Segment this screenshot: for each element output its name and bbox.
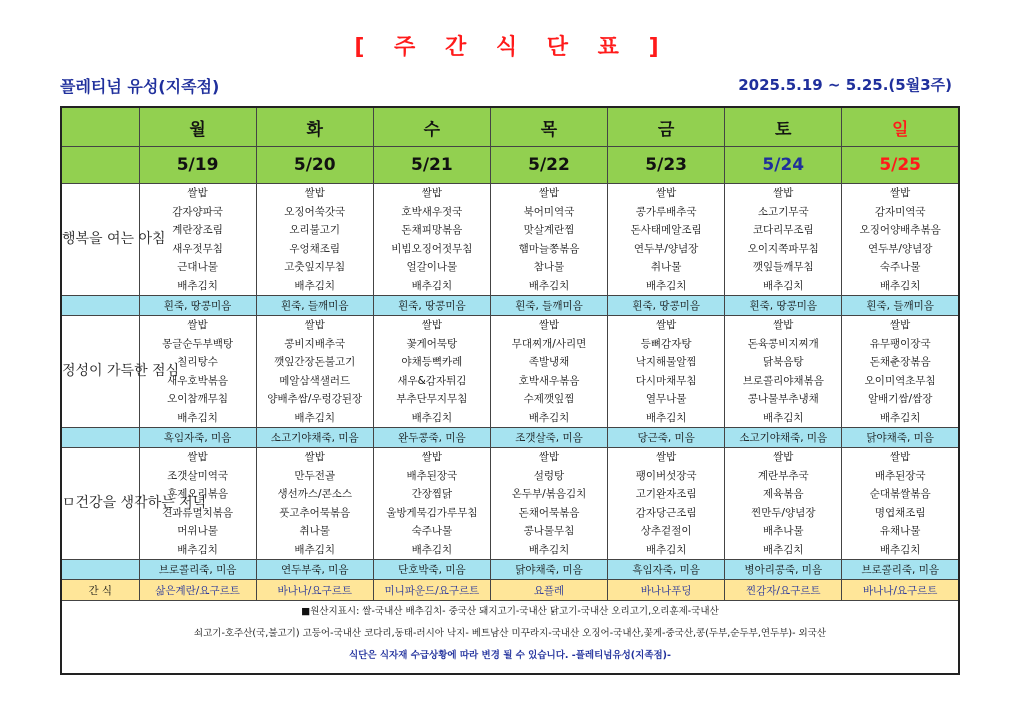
dish-cell: 오이미역초무침 [842,372,959,391]
dish-cell: 쌀밥 [256,448,373,467]
dish-cell: 부추단무지무침 [373,390,490,409]
notes-cell [61,601,959,675]
dish-cell: 참나물 [490,258,607,277]
dish-cell: 콩비지배추국 [256,335,373,354]
dish-cell: 얼갈이나물 [373,258,490,277]
day-header: 화 [256,107,373,147]
dish-cell: 콩나물부추냉채 [725,390,842,409]
porridge-cell: 당근죽, 미음 [608,428,725,448]
dish-cell: 배추김치 [608,409,725,428]
dish-cell: 오이참깨무침 [139,390,256,409]
dish-cell: 쌀밥 [608,316,725,335]
porridge-cell: 흰죽, 땅콩미음 [373,296,490,316]
snack-cell: 찐감자/요구르트 [725,580,842,601]
porridge-cell: 병아리콩죽, 미음 [725,560,842,580]
dish-cell: 쌀밥 [490,448,607,467]
breakfast-label: 행복을 여는 아침 [61,184,139,296]
dish-cell: 쌀밥 [256,316,373,335]
date-header: 5/22 [490,147,607,184]
dish-cell: 유채나물 [842,522,959,541]
dish-cell: 배추된장국 [842,467,959,486]
dish-cell: 연두부/양념장 [842,240,959,259]
dish-cell: 쌀밥 [490,316,607,335]
dish-cell: 연두부/양념장 [608,240,725,259]
dish-cell: 쌀밥 [139,316,256,335]
corner-cell [61,147,139,184]
dish-cell: 취나물 [256,522,373,541]
notes-row [61,601,959,675]
day-header: 토 [725,107,842,147]
dish-cell: 칠리탕수 [139,353,256,372]
dish-cell: 쌀밥 [842,448,959,467]
dish-cell: 설렁탕 [490,467,607,486]
dish-cell: 콩가루배추국 [608,203,725,222]
dish-cell: 쌀밥 [139,448,256,467]
menu-period: 2025.5.19 ~ 5.25.(5월3주) [738,76,952,94]
page-title: [ 주 간 식 단 표 ] [354,35,670,60]
date-header: 5/19 [139,147,256,184]
snack-row [61,580,959,601]
porridge-cell: 단호박죽, 미음 [373,560,490,580]
snack-cell: 미니파운드/요구르트 [373,580,490,601]
dish-cell: 근대나물 [139,258,256,277]
dish-cell: 쌀밥 [725,448,842,467]
dish-cell: 꽃게어묵탕 [373,335,490,354]
dish-cell: 쌀밥 [608,184,725,203]
dish-cell: 비빔오징어젓무침 [373,240,490,259]
dish-cell: 쌀밥 [373,316,490,335]
porridge-cell: 흰죽, 들깨미음 [490,296,607,316]
dinner-dish-row [61,522,959,541]
breakfast-dish-row [61,240,959,259]
lunch-dish-row [61,372,959,391]
dish-cell: 배추김치 [256,277,373,296]
lunch-dish-row [61,335,959,354]
dish-cell: 맛살계란찜 [490,221,607,240]
porridge-cell: 연두부죽, 미음 [256,560,373,580]
dish-cell: 배추김치 [842,277,959,296]
dish-cell: 배추김치 [139,277,256,296]
lunch-dish-row [61,353,959,372]
dish-cell: 온두부/볶음김치 [490,485,607,504]
lunch-dish-row [61,316,959,335]
dish-cell: 배추김치 [490,277,607,296]
dish-cell: 풋고추어묵볶음 [256,504,373,523]
porridge-label-cell [61,560,139,580]
dish-cell: 쌀밥 [608,448,725,467]
snack-cell: 삶은계란/요구르트 [139,580,256,601]
dish-cell: 고기완자조림 [608,485,725,504]
dish-cell: 배추된장국 [373,467,490,486]
breakfast-porridge-row [61,296,959,316]
dish-cell: 배추김치 [373,409,490,428]
dish-cell: 배추김치 [608,541,725,560]
porridge-cell: 흰죽, 땅콩미음 [139,296,256,316]
date-header: 5/25 [842,147,959,184]
dish-cell: 명엽채조림 [842,504,959,523]
dish-cell: 팽이버섯장국 [608,467,725,486]
dish-cell: 오징어양배추볶음 [842,221,959,240]
dish-cell: 배추김치 [842,541,959,560]
porridge-cell: 소고기야채죽, 미음 [725,428,842,448]
dish-cell: 콩나물무침 [490,522,607,541]
day-header: 금 [608,107,725,147]
dish-cell: 감자미역국 [842,203,959,222]
porridge-cell: 흰죽, 들깨미음 [842,296,959,316]
dish-cell: 제육볶음 [725,485,842,504]
date-header: 5/23 [608,147,725,184]
dish-cell: 돈사태메알조림 [608,221,725,240]
dish-cell: 낙지해물알찜 [608,353,725,372]
dish-cell: 배추나물 [725,522,842,541]
dish-cell: 수제깻잎찜 [490,390,607,409]
dish-cell: 계란부추국 [725,467,842,486]
origin-note-line-2: 쇠고기-호주산(국,불고기) 고등어-국내산 코다리,동태-러시아 낙지- 베트남산 미꾸라지-국내산 오징어-국내산,꽃게-중국산,콩(두부,순두부,연두부)- 외국산 [193,628,827,639]
snack-cell: 요플레 [490,580,607,601]
dish-cell: 배추김치 [373,277,490,296]
dish-cell: 울방게묵김가루무침 [373,504,490,523]
dinner-dish-row [61,541,959,560]
lunch-porridge-row [61,428,959,448]
date-header: 5/21 [373,147,490,184]
porridge-label-cell [61,296,139,316]
porridge-cell: 닭야채죽, 미음 [490,560,607,580]
lunch-dish-row [61,409,959,428]
dish-cell: 쌀밥 [139,184,256,203]
dish-cell: 다시마채무침 [608,372,725,391]
dish-cell: 만두전골 [256,467,373,486]
dish-cell: 배추김치 [256,409,373,428]
dish-cell: 쌀밥 [373,448,490,467]
dish-cell: 배추김치 [490,409,607,428]
dish-cell: 알배기쌈/쌈장 [842,390,959,409]
dish-cell: 쌀밥 [842,184,959,203]
dish-cell: 우엉채조림 [256,240,373,259]
dish-cell: 배추김치 [842,409,959,428]
date-header-row [61,147,959,184]
porridge-cell: 흰죽, 땅콩미음 [725,296,842,316]
dish-cell: 무대찌개/사리면 [490,335,607,354]
dish-cell: 깻잎들깨무침 [725,258,842,277]
dish-cell: 코다리무조림 [725,221,842,240]
dish-cell: 배추김치 [139,541,256,560]
dish-cell: 머위나물 [139,522,256,541]
dish-cell: 간장찜닭 [373,485,490,504]
dish-cell: 양배추쌈/우렁강된장 [256,390,373,409]
dish-cell: 메알삼색샐러드 [256,372,373,391]
date-header: 5/20 [256,147,373,184]
snack-cell: 바나나/요구르트 [256,580,373,601]
dish-cell: 호박새우젓국 [373,203,490,222]
dish-cell: 족발냉채 [490,353,607,372]
dish-cell: 감자당근조림 [608,504,725,523]
weekly-menu-table [60,106,960,675]
day-header: 일 [842,107,959,147]
dish-cell: 새우&감자튀김 [373,372,490,391]
corner-cell [61,107,139,147]
breakfast-dish-row [61,184,959,203]
dish-cell: 배추김치 [725,541,842,560]
lunch-dish-row [61,390,959,409]
dish-cell: 햄마늘쫑볶음 [490,240,607,259]
porridge-cell: 완두콩죽, 미음 [373,428,490,448]
snack-cell: 바나나/요구르트 [842,580,959,601]
dish-cell: 오리불고기 [256,221,373,240]
dish-cell: 돈채춘장볶음 [842,353,959,372]
dish-cell: 순대볶쌀볶음 [842,485,959,504]
dish-cell: 취나물 [608,258,725,277]
dinner-dish-row [61,448,959,467]
porridge-cell: 닭야채죽, 미음 [842,428,959,448]
day-header-row [61,107,959,147]
porridge-cell: 흰죽, 땅콩미음 [608,296,725,316]
dish-cell: 배추김치 [139,409,256,428]
dish-cell: 북어미역국 [490,203,607,222]
dish-cell: 견과류멸치볶음 [139,504,256,523]
dish-cell: 상추겉절이 [608,522,725,541]
porridge-cell: 흰죽, 들깨미음 [256,296,373,316]
dish-cell: 야채등뼉카레 [373,353,490,372]
dish-cell: 쌀밥 [725,316,842,335]
origin-note-line-1: ■원산지표시: 쌀-국내산 배추김치- 중국산 돼지고기-국내산 닭고기-국내산 오리고기,오리훈제-국내산 [301,606,719,617]
dinner-dish-row [61,504,959,523]
dish-cell: 배추김치 [490,541,607,560]
dish-cell: 몽글순두부백탕 [139,335,256,354]
dish-cell: 쌀밥 [842,316,959,335]
dish-cell: 유무팽이장국 [842,335,959,354]
dish-cell: 깻잎간장돈불고기 [256,353,373,372]
branch-name: 플레티넘 유성(지족점) [60,77,220,96]
dinner-porridge-row [61,560,959,580]
breakfast-dish-row [61,203,959,222]
snack-cell: 바나나푸딩 [608,580,725,601]
dish-cell: 돈채어묵볶음 [490,504,607,523]
dish-cell: 배추김치 [725,277,842,296]
dish-cell: 감자양파국 [139,203,256,222]
porridge-cell: 흑임자죽, 미음 [139,428,256,448]
date-header: 5/24 [725,147,842,184]
breakfast-dish-row [61,277,959,296]
porridge-cell: 소고기야채죽, 미음 [256,428,373,448]
dish-cell: 쌀밥 [373,184,490,203]
dish-cell: 배추김치 [725,409,842,428]
dish-cell: 브로콜리야채볶음 [725,372,842,391]
dish-cell: 고춧잎지무침 [256,258,373,277]
dish-cell: 배추김치 [256,541,373,560]
dish-cell: 배추김치 [608,277,725,296]
dish-cell: 돈육콩비지찌개 [725,335,842,354]
dish-cell: 닭북음탕 [725,353,842,372]
snack-label: 간 식 [61,580,139,601]
dish-cell: 오이지쪽파무침 [725,240,842,259]
dish-cell: 쌀밥 [490,184,607,203]
dish-cell: 숙주나물 [842,258,959,277]
dish-cell: 찐만두/양념장 [725,504,842,523]
dish-cell: 배추김치 [373,541,490,560]
breakfast-dish-row [61,258,959,277]
dish-cell: 소고기무국 [725,203,842,222]
dish-cell: 호박새우볶음 [490,372,607,391]
day-header: 월 [139,107,256,147]
dish-cell: 생선까스/콘소스 [256,485,373,504]
dish-cell: 계란장조림 [139,221,256,240]
dinner-label: ㅁ건강을 생각하는 저녁 [61,448,139,560]
dish-cell: 새우호박볶음 [139,372,256,391]
porridge-cell: 조갯살죽, 미음 [490,428,607,448]
dish-cell: 돈채피망볶음 [373,221,490,240]
dinner-dish-row [61,485,959,504]
dish-cell: 새우젓무침 [139,240,256,259]
porridge-cell: 브로콜리죽, 미음 [842,560,959,580]
dish-cell: 숙주나물 [373,522,490,541]
dish-cell: 쌀밥 [725,184,842,203]
dish-cell: 조갯살미역국 [139,467,256,486]
dish-cell: 쌀밥 [256,184,373,203]
day-header: 목 [490,107,607,147]
dish-cell: 훈제오리볶음 [139,485,256,504]
porridge-cell: 흑임자죽, 미음 [608,560,725,580]
lunch-label: 정성이 가득한 점심 [61,316,139,428]
breakfast-dish-row [61,221,959,240]
porridge-cell: 브로콜리죽, 미음 [139,560,256,580]
dish-cell: 열무나물 [608,390,725,409]
change-disclaimer: 식단은 식자재 수급상황에 따라 변경 될 수 있습니다. -플레티넘유성(지족점)- [349,650,671,661]
dish-cell: 오징어쑥갓국 [256,203,373,222]
dish-cell: 등뼈감자탕 [608,335,725,354]
porridge-label-cell [61,428,139,448]
dinner-dish-row [61,467,959,486]
day-header: 수 [373,107,490,147]
